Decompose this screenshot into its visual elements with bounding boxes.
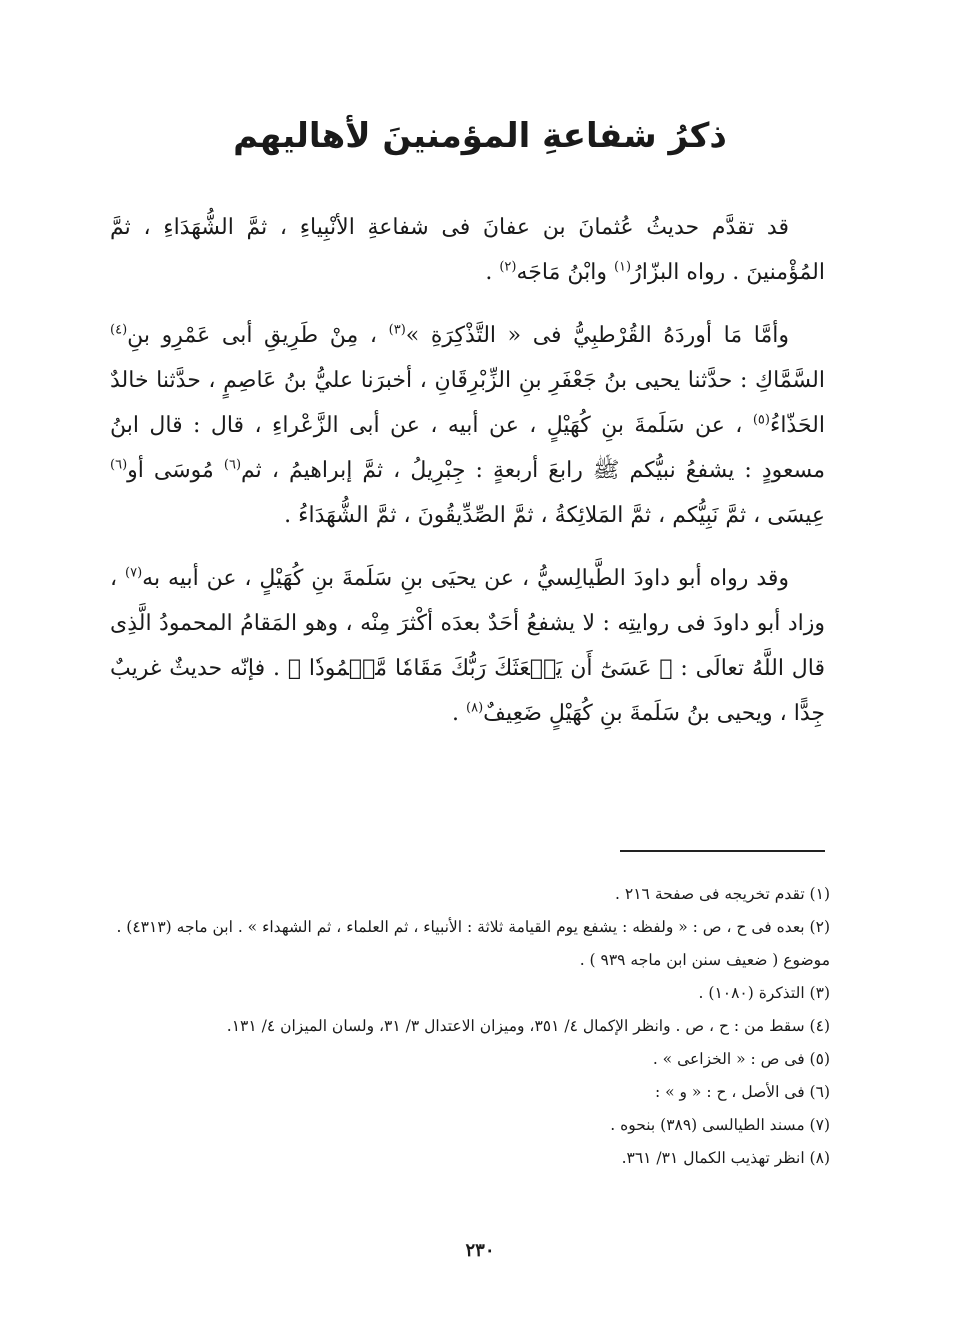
- paragraph-text: وابْنُ مَاجَه: [516, 260, 614, 285]
- main-text: [110, 205, 825, 754]
- paragraph-text: مُوسَى أو: [127, 458, 224, 483]
- footnote: (٧) مسند الطيالسى (٣٨٩) بنحوه .: [610, 1116, 830, 1134]
- footnotes: [110, 878, 830, 1175]
- footnote-reference: (٦): [223, 457, 242, 473]
- footnote: (١) تقدم تخريجه فى صفحة ٢١٦ .: [615, 885, 830, 903]
- footnote-reference: (٣): [388, 322, 406, 338]
- footnote-reference: (١): [613, 259, 632, 275]
- paragraph-text: .: [485, 260, 500, 285]
- footnote: (٣) التذكرة (١٠٨٠) .: [698, 984, 830, 1002]
- paragraph: [110, 556, 825, 736]
- paragraph-text: .: [452, 701, 467, 726]
- paragraph-text: وأمَّا مَا أوردَهُ القُرْطبِيُّ فى « التَّذْكِرَةِ »: [405, 323, 789, 348]
- paragraph: [110, 313, 825, 538]
- footnote-separator: [620, 850, 825, 852]
- footnote-reference: (٥): [752, 412, 770, 428]
- footnote-reference: (٢): [499, 259, 517, 275]
- footnote-reference: (٤): [110, 322, 128, 338]
- footnote-reference: (٨): [466, 700, 484, 716]
- paragraph-text: وقد رواه أبو داودَ الطَّيالِسيُّ ، عن يحيَى بنِ سَلَمةَ بنِ كُهَيْلٍ ، عن أبيه به: [142, 566, 790, 591]
- footnote: (٥) فى ص : « الخزاعى » .: [652, 1050, 830, 1068]
- footnote: (٦) فى الأصل ، ح : « و » :: [654, 1083, 830, 1101]
- paragraph-text: ، عن سَلَمةَ بنِ كُهَيْلٍ ، عن أبيه ، عن أبى الزَّعْراءِ ، قال : قال ابنُ مسعودٍ : يشفعُ نبيُّكم ﷺ رابعَ أربعةٍ : جِبْرِيلُ ، ثمَّ إبراهيمُ ، ثم: [110, 413, 825, 483]
- footnote: (٨) انظر تهذيب الكمال ٣١/ ٣٦١.: [621, 1149, 830, 1167]
- footnote: (٢) بعده فى ح ، ص : « ولفظه : يشفع يوم القيامة ثلاثة : الأنبياء ، ثم العلماء ، ثم الشهداء » . ابن ماجه (٤٣١٣) . موضوع ( ضعيف سنن ابن ماجه ٩٣٩ ) .: [116, 918, 830, 969]
- paragraph-text: عِيسَى ، ثمَّ نَبِيُّكم ، ثمَّ المَلائِكةُ ، ثمَّ الصِّدِّيقُونَ ، ثمَّ الشُّهَدَاءُ .: [284, 503, 825, 528]
- footnote-reference: (٧): [125, 565, 143, 581]
- paragraph-text: ، مِنْ طَرِيقِ أبى عَمْرِو بنِ: [127, 323, 389, 348]
- paragraph-text: ، وزاد أبو داودَ فى روايتِه : لا يشفعُ أحَدٌ بعدَه أكْثرَ مِنْه ، وهو المَقامُ المحمودُ الَّذِى قال اللَّهُ تعالَى : ﴿ عَسَىٰٓ أَن يَبۡعَثَكَ رَبُّكَ مَقَامٗا مَّحۡمُودٗا ﴾ . فإنّه حديثٌ غريبٌ جِدًّا ، ويحيى بنُ سَلَمةَ بنِ كُهَيْلٍ ضَعِيفٌ: [110, 566, 825, 726]
- chapter-title: ذكرُ شفاعةِ المؤمنينَ لأهاليهم: [233, 116, 727, 156]
- page-number: ٢٣٠: [465, 1240, 495, 1261]
- paragraph-text: قد تقدَّم حديثُ عُثمانَ بن عفانَ فى شفاعةِ الأنْبِياءِ ، ثمَّ الشُّهَدَاءِ ، ثمَّ المُؤْمنينَ . رواه البزّارُ: [110, 215, 825, 285]
- paragraph-text: السَّمَّاكِ : حدَّثنا يحيى بنُ جَعْفَرِ بنِ الزِّبْرِقَانِ ، أخبرَنا عليُّ بنُ عَاصِمٍ ، حدَّثنا خالدٌ الحَذّاءُ: [110, 368, 825, 438]
- paragraph: [110, 205, 825, 295]
- footnote: (٤) سقط من : ح ، ص . وانظر الإكمال ٤/ ٣٥١، وميزان الاعتدال ٣/ ٣١، ولسان الميزان ٤/ ١٣١.: [226, 1017, 830, 1035]
- footnote-reference: (٦): [110, 457, 128, 473]
